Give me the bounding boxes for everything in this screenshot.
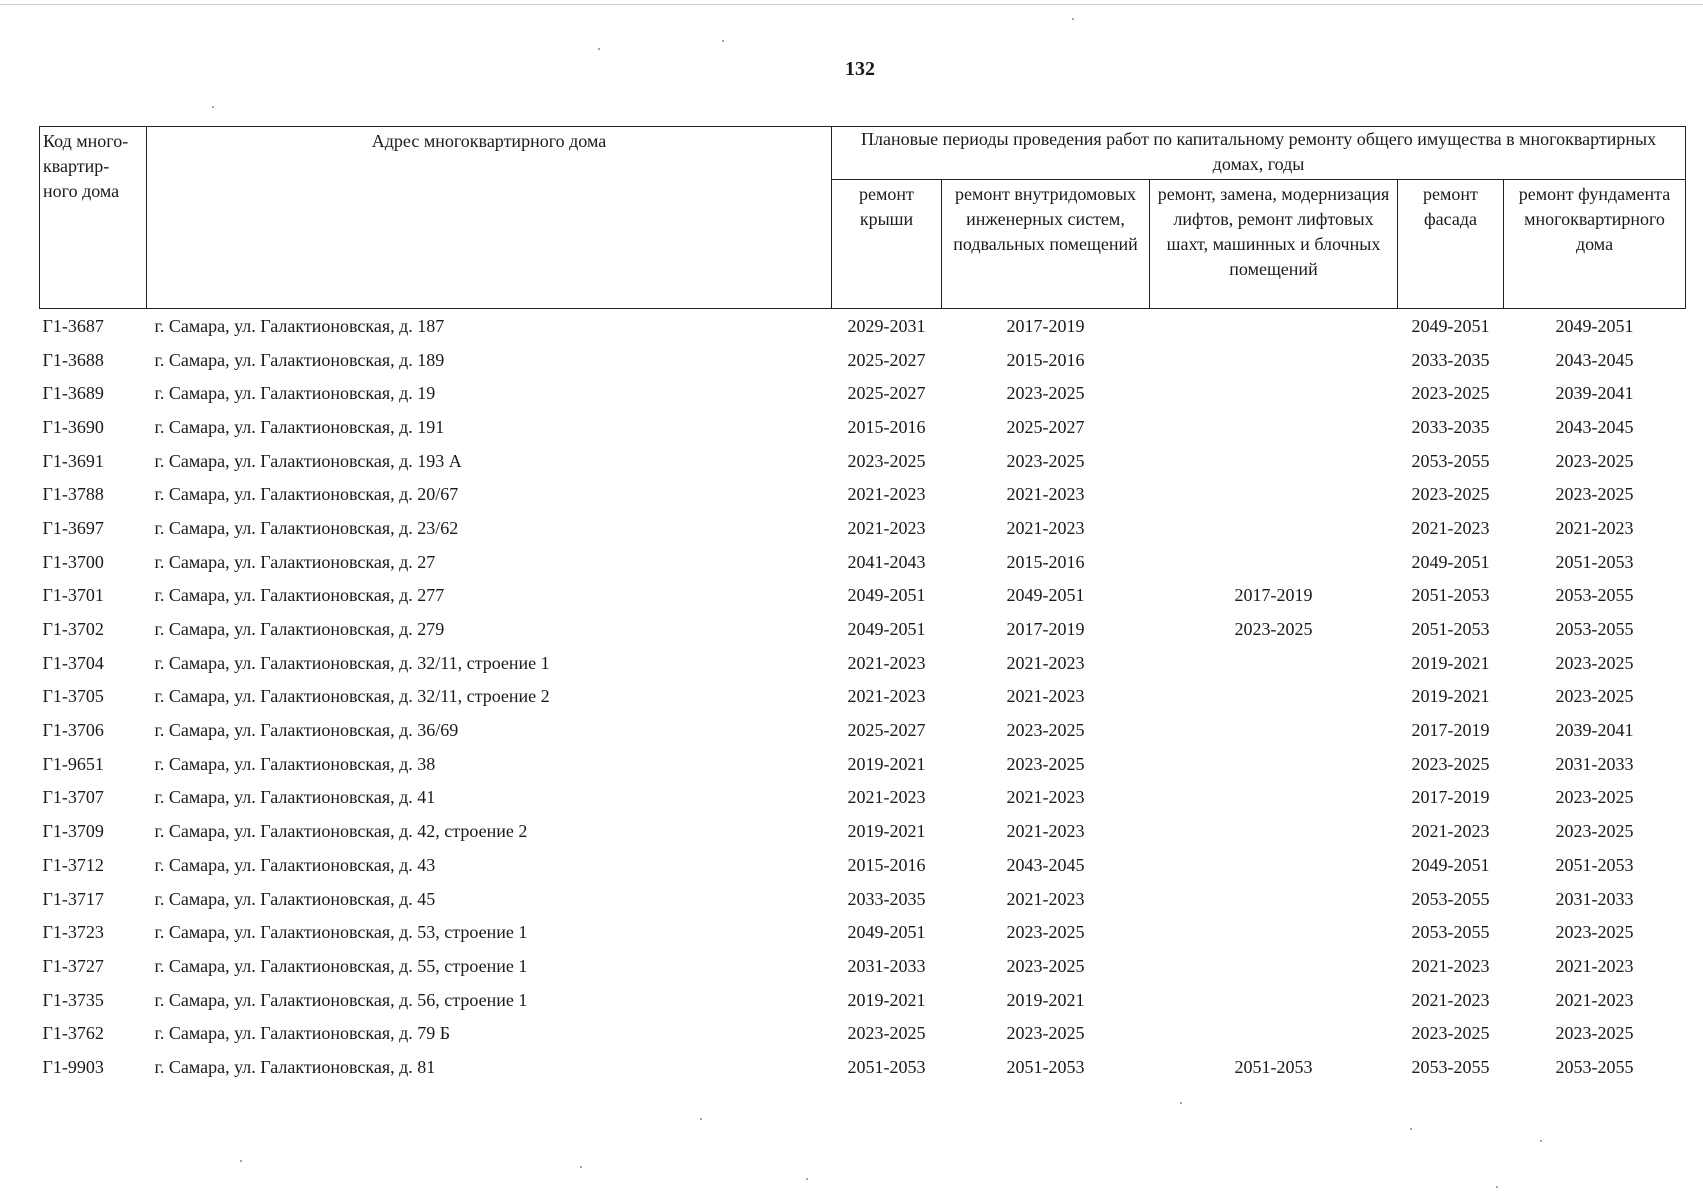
cell-facade: 2049-2051 <box>1411 315 1490 336</box>
cell-roof: 2021-2023 <box>847 787 926 808</box>
cell-foundation: 2023-2025 <box>1555 922 1634 943</box>
cell-foundation: 2053-2055 <box>1555 1056 1634 1077</box>
cell-foundation: 2021-2023 <box>1555 517 1634 538</box>
cell-roof: 2029-2031 <box>847 315 926 336</box>
cell-facade: 2033-2035 <box>1411 416 1490 437</box>
cell-facade: 2019-2021 <box>1411 686 1490 707</box>
cell-foundation: 2049-2051 <box>1555 315 1634 336</box>
table-row <box>40 1050 1686 1084</box>
header-foundation: ремонт фундамента многоквартирного дома <box>1504 180 1686 309</box>
cell-facade: 2023-2025 <box>1411 383 1490 404</box>
cell-engineering: 2021-2023 <box>1006 652 1085 673</box>
table-row <box>40 983 1686 1017</box>
cell-foundation: 2053-2055 <box>1555 619 1634 640</box>
cell-engineering: 2021-2023 <box>1006 686 1085 707</box>
repair-schedule-table <box>39 126 1686 1084</box>
cell-code: Г1-3687 <box>42 315 104 336</box>
cell-foundation: 2023-2025 <box>1555 484 1634 505</box>
scan-edge-line <box>0 4 1703 5</box>
cell-foundation: 2031-2033 <box>1555 753 1634 774</box>
cell-facade: 2053-2055 <box>1411 450 1490 471</box>
cell-foundation: 2051-2053 <box>1555 854 1634 875</box>
cell-elevators <box>1150 848 1398 882</box>
table-header <box>40 127 1686 309</box>
cell-address: г. Самара, ул. Галактионовская, д. 45 <box>154 888 436 909</box>
cell-elevators <box>1150 511 1398 545</box>
cell-address: г. Самара, ул. Галактионовская, д. 191 <box>154 416 445 437</box>
cell-address: г. Самара, ул. Галактионовская, д. 56, строение 1 <box>154 989 528 1010</box>
cell-facade: 2023-2025 <box>1411 1023 1490 1044</box>
cell-foundation: 2039-2041 <box>1555 383 1634 404</box>
cell-code: Г1-3707 <box>42 787 104 808</box>
cell-engineering: 2021-2023 <box>1006 787 1085 808</box>
cell-engineering: 2023-2025 <box>1006 753 1085 774</box>
cell-facade: 2053-2055 <box>1411 922 1490 943</box>
cell-address: г. Самара, ул. Галактионовская, д. 279 <box>154 619 445 640</box>
cell-foundation: 2023-2025 <box>1555 450 1634 471</box>
table-row <box>40 444 1686 478</box>
cell-foundation: 2021-2023 <box>1555 955 1634 976</box>
cell-elevators <box>1150 680 1398 714</box>
cell-foundation: 2039-2041 <box>1555 720 1634 741</box>
cell-roof: 2033-2035 <box>847 888 926 909</box>
cell-elevators <box>1150 713 1398 747</box>
cell-facade: 2053-2055 <box>1411 888 1490 909</box>
cell-address: г. Самара, ул. Галактионовская, д. 81 <box>154 1056 436 1077</box>
cell-code: Г1-3717 <box>42 888 104 909</box>
cell-facade: 2023-2025 <box>1411 484 1490 505</box>
cell-code: Г1-3697 <box>42 517 104 538</box>
cell-engineering: 2019-2021 <box>1006 989 1085 1010</box>
cell-address: г. Самара, ул. Галактионовская, д. 23/62 <box>154 517 459 538</box>
cell-elevators: 2017-2019 <box>1234 585 1313 606</box>
table-row <box>40 680 1686 714</box>
cell-roof: 2025-2027 <box>847 349 926 370</box>
table-row <box>40 915 1686 949</box>
cell-code: Г1-3689 <box>42 383 104 404</box>
cell-foundation: 2043-2045 <box>1555 416 1634 437</box>
cell-elevators <box>1150 410 1398 444</box>
cell-elevators <box>1150 545 1398 579</box>
table-row <box>40 713 1686 747</box>
cell-elevators: 2023-2025 <box>1234 619 1313 640</box>
cell-roof: 2031-2033 <box>847 955 926 976</box>
cell-address: г. Самара, ул. Галактионовская, д. 53, строение 1 <box>154 922 528 943</box>
header-planned-periods: Плановые периоды проведения работ по капитальному ремонту общего имущества в многоквартирных домах, годы <box>832 127 1686 180</box>
cell-address: г. Самара, ул. Галактионовская, д. 32/11, строение 2 <box>154 686 550 707</box>
cell-roof: 2021-2023 <box>847 517 926 538</box>
cell-facade: 2021-2023 <box>1411 517 1490 538</box>
cell-facade: 2051-2053 <box>1411 619 1490 640</box>
cell-engineering: 2051-2053 <box>1006 1056 1085 1077</box>
cell-address: г. Самара, ул. Галактионовская, д. 42, строение 2 <box>154 821 528 842</box>
cell-address: г. Самара, ул. Галактионовская, д. 43 <box>154 854 436 875</box>
cell-code: Г1-3691 <box>42 450 104 471</box>
table-row <box>40 814 1686 848</box>
cell-roof: 2041-2043 <box>847 551 926 572</box>
cell-engineering: 2043-2045 <box>1006 854 1085 875</box>
cell-roof: 2025-2027 <box>847 720 926 741</box>
header-roof: ремонт крыши <box>832 180 942 309</box>
cell-engineering: 2015-2016 <box>1006 551 1085 572</box>
cell-address: г. Самара, ул. Галактионовская, д. 41 <box>154 787 436 808</box>
cell-elevators <box>1150 814 1398 848</box>
cell-foundation: 2023-2025 <box>1555 686 1634 707</box>
cell-code: Г1-3735 <box>42 989 104 1010</box>
cell-roof: 2019-2021 <box>847 989 926 1010</box>
cell-engineering: 2015-2016 <box>1006 349 1085 370</box>
table-row <box>40 747 1686 781</box>
header-elevators: ремонт, замена, модернизация лифтов, ремонт лифтовых шахт, машинных и блочных помещений <box>1150 180 1398 309</box>
page-number: 132 <box>845 58 875 80</box>
cell-elevators <box>1150 444 1398 478</box>
table-row <box>40 949 1686 983</box>
table-row <box>40 848 1686 882</box>
cell-elevators <box>1150 1016 1398 1050</box>
table-row <box>40 309 1686 343</box>
table-row <box>40 646 1686 680</box>
cell-address: г. Самара, ул. Галактионовская, д. 277 <box>154 585 445 606</box>
cell-engineering: 2021-2023 <box>1006 484 1085 505</box>
cell-elevators <box>1150 882 1398 916</box>
cell-code: Г1-3727 <box>42 955 104 976</box>
cell-engineering: 2017-2019 <box>1006 619 1085 640</box>
cell-code: Г1-3701 <box>42 585 104 606</box>
cell-address: г. Самара, ул. Галактионовская, д. 79 Б <box>154 1023 451 1044</box>
cell-address: г. Самара, ул. Галактионовская, д. 187 <box>154 315 445 336</box>
cell-code: Г1-3723 <box>42 922 104 943</box>
table-row <box>40 477 1686 511</box>
cell-engineering: 2023-2025 <box>1006 922 1085 943</box>
header-address: Адрес многоквартирного дома <box>147 127 832 309</box>
table-row <box>40 882 1686 916</box>
cell-foundation: 2053-2055 <box>1555 585 1634 606</box>
cell-foundation: 2023-2025 <box>1555 787 1634 808</box>
cell-roof: 2023-2025 <box>847 1023 926 1044</box>
cell-foundation: 2051-2053 <box>1555 551 1634 572</box>
cell-roof: 2021-2023 <box>847 484 926 505</box>
cell-foundation: 2023-2025 <box>1555 1023 1634 1044</box>
cell-address: г. Самара, ул. Галактионовская, д. 38 <box>154 753 436 774</box>
table-row <box>40 1016 1686 1050</box>
cell-code: Г1-9903 <box>42 1056 104 1077</box>
cell-facade: 2017-2019 <box>1411 720 1490 741</box>
cell-roof: 2015-2016 <box>847 416 926 437</box>
cell-roof: 2049-2051 <box>847 922 926 943</box>
cell-code: Г1-3705 <box>42 686 104 707</box>
cell-roof: 2049-2051 <box>847 585 926 606</box>
cell-engineering: 2023-2025 <box>1006 720 1085 741</box>
cell-engineering: 2025-2027 <box>1006 416 1085 437</box>
cell-facade: 2021-2023 <box>1411 821 1490 842</box>
cell-address: г. Самара, ул. Галактионовская, д. 19 <box>154 383 436 404</box>
cell-code: Г1-3702 <box>42 619 104 640</box>
cell-foundation: 2043-2045 <box>1555 349 1634 370</box>
cell-roof: 2051-2053 <box>847 1056 926 1077</box>
cell-facade: 2017-2019 <box>1411 787 1490 808</box>
cell-code: Г1-3706 <box>42 720 104 741</box>
table-row <box>40 410 1686 444</box>
cell-facade: 2021-2023 <box>1411 989 1490 1010</box>
cell-foundation: 2031-2033 <box>1555 888 1634 909</box>
cell-address: г. Самара, ул. Галактионовская, д. 55, строение 1 <box>154 955 528 976</box>
cell-facade: 2053-2055 <box>1411 1056 1490 1077</box>
cell-roof: 2023-2025 <box>847 450 926 471</box>
cell-code: Г1-3712 <box>42 854 104 875</box>
cell-engineering: 2021-2023 <box>1006 821 1085 842</box>
header-facade: ремонт фасада <box>1398 180 1504 309</box>
cell-foundation: 2023-2025 <box>1555 652 1634 673</box>
cell-facade: 2019-2021 <box>1411 652 1490 673</box>
cell-address: г. Самара, ул. Галактионовская, д. 32/11, строение 1 <box>154 652 550 673</box>
cell-code: Г1-9651 <box>42 753 104 774</box>
cell-code: Г1-3688 <box>42 349 104 370</box>
cell-address: г. Самара, ул. Галактионовская, д. 36/69 <box>154 720 459 741</box>
cell-roof: 2049-2051 <box>847 619 926 640</box>
header-engineering: ремонт внутридомовых инженерных систем, подвальных помещений <box>942 180 1150 309</box>
cell-facade: 2049-2051 <box>1411 854 1490 875</box>
cell-code: Г1-3704 <box>42 652 104 673</box>
cell-facade: 2049-2051 <box>1411 551 1490 572</box>
cell-engineering: 2021-2023 <box>1006 517 1085 538</box>
cell-elevators <box>1150 646 1398 680</box>
cell-elevators <box>1150 343 1398 377</box>
cell-roof: 2015-2016 <box>847 854 926 875</box>
cell-roof: 2019-2021 <box>847 821 926 842</box>
cell-facade: 2021-2023 <box>1411 955 1490 976</box>
cell-elevators: 2051-2053 <box>1234 1056 1313 1077</box>
cell-engineering: 2049-2051 <box>1006 585 1085 606</box>
cell-elevators <box>1150 781 1398 815</box>
cell-elevators <box>1150 309 1398 343</box>
cell-address: г. Самара, ул. Галактионовская, д. 20/67 <box>154 484 459 505</box>
cell-address: г. Самара, ул. Галактионовская, д. 27 <box>154 551 436 572</box>
cell-roof: 2025-2027 <box>847 383 926 404</box>
cell-code: Г1-3762 <box>42 1023 104 1044</box>
table-row <box>40 376 1686 410</box>
cell-elevators <box>1150 915 1398 949</box>
cell-engineering: 2023-2025 <box>1006 383 1085 404</box>
cell-elevators <box>1150 376 1398 410</box>
cell-roof: 2019-2021 <box>847 753 926 774</box>
table-row <box>40 343 1686 377</box>
cell-foundation: 2023-2025 <box>1555 821 1634 842</box>
cell-roof: 2021-2023 <box>847 652 926 673</box>
cell-facade: 2051-2053 <box>1411 585 1490 606</box>
cell-address: г. Самара, ул. Галактионовская, д. 193 А <box>154 450 462 471</box>
cell-engineering: 2017-2019 <box>1006 315 1085 336</box>
cell-foundation: 2021-2023 <box>1555 989 1634 1010</box>
cell-engineering: 2023-2025 <box>1006 1023 1085 1044</box>
cell-address: г. Самара, ул. Галактионовская, д. 189 <box>154 349 445 370</box>
cell-facade: 2033-2035 <box>1411 349 1490 370</box>
header-code: Код много-квартир-ного дома <box>40 127 147 309</box>
cell-code: Г1-3690 <box>42 416 104 437</box>
table-row <box>40 545 1686 579</box>
table-row <box>40 579 1686 613</box>
cell-roof: 2021-2023 <box>847 686 926 707</box>
cell-facade: 2023-2025 <box>1411 753 1490 774</box>
table-body <box>40 309 1686 1084</box>
cell-engineering: 2023-2025 <box>1006 955 1085 976</box>
cell-code: Г1-3788 <box>42 484 104 505</box>
table-row <box>40 781 1686 815</box>
cell-code: Г1-3700 <box>42 551 104 572</box>
cell-elevators <box>1150 949 1398 983</box>
cell-elevators <box>1150 747 1398 781</box>
cell-engineering: 2023-2025 <box>1006 450 1085 471</box>
table-row <box>40 612 1686 646</box>
cell-code: Г1-3709 <box>42 821 104 842</box>
cell-elevators <box>1150 983 1398 1017</box>
cell-elevators <box>1150 477 1398 511</box>
cell-engineering: 2021-2023 <box>1006 888 1085 909</box>
table-row <box>40 511 1686 545</box>
